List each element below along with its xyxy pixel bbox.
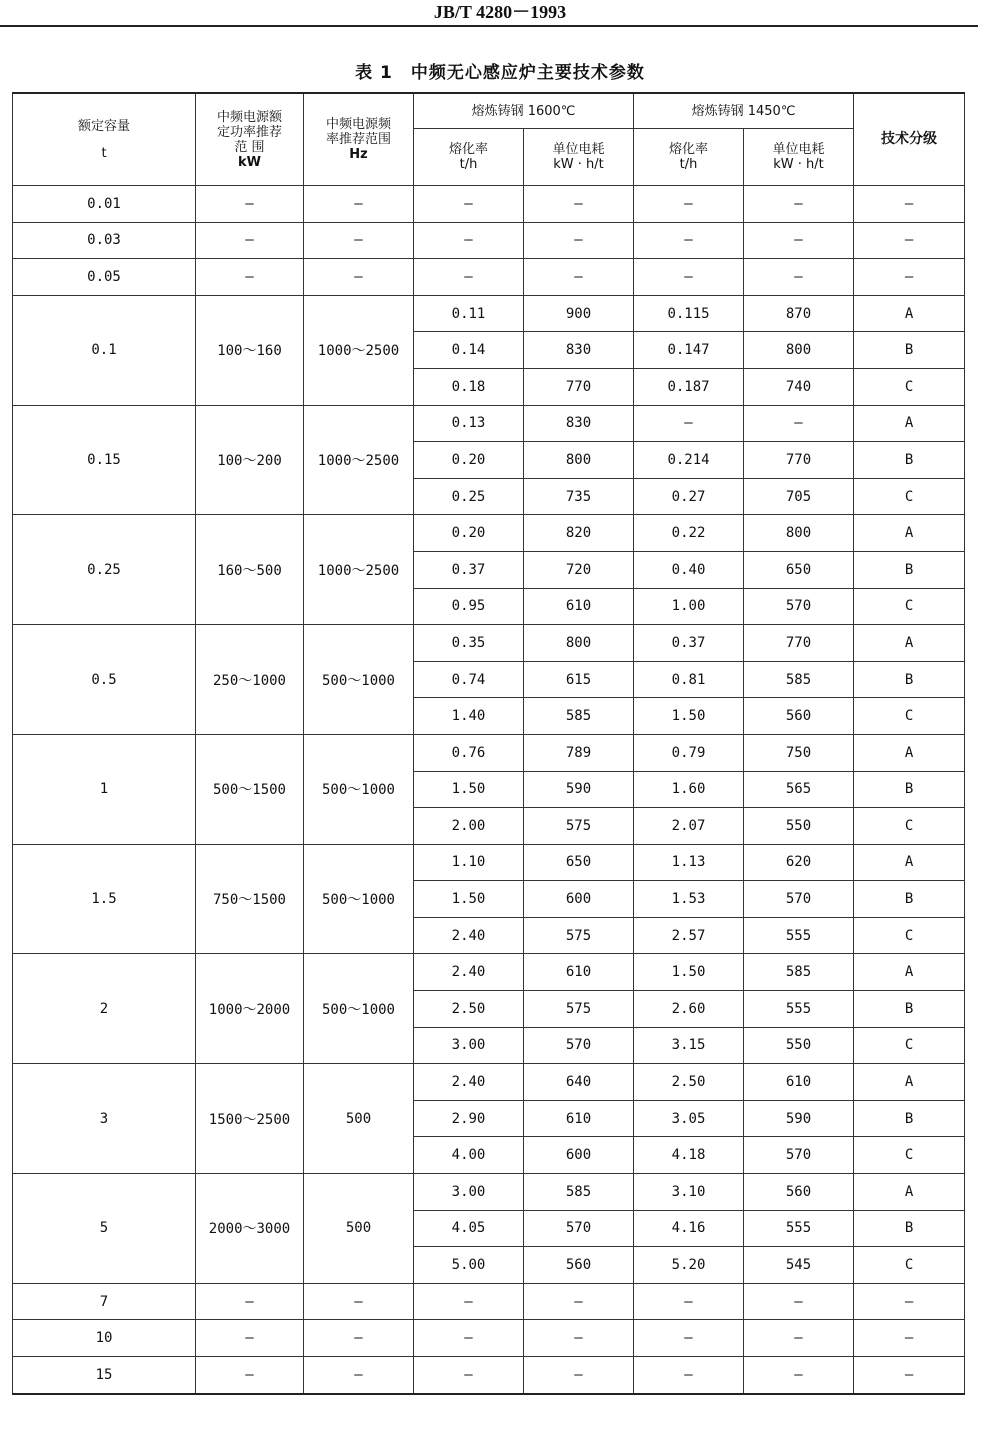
cell-capacity: 5 [13, 1174, 196, 1284]
cell-unit-power-1450: — [744, 259, 854, 296]
cell-melt-rate-1450: 1.00 [634, 588, 744, 625]
cell-unit-power-1450: 770 [744, 625, 854, 662]
cell-unit-power-1600: — [524, 186, 634, 223]
cell-unit-power-1450: 585 [744, 661, 854, 698]
cell-freq: 1000～2500 [304, 515, 414, 625]
cell-melt-rate-1600: 1.50 [414, 881, 524, 918]
cell-melt-rate-1450: 0.79 [634, 734, 744, 771]
cell-grade: A [854, 1064, 965, 1101]
cell-unit-power-1600: — [524, 222, 634, 259]
cell-melt-rate-1600: 0.14 [414, 332, 524, 369]
cell-unit-power-1450: 555 [744, 1210, 854, 1247]
cell-freq: 500～1000 [304, 954, 414, 1064]
cell-unit-power-1600: 560 [524, 1247, 634, 1284]
cell-unit-power-1600: 575 [524, 808, 634, 845]
cell-grade: A [854, 844, 965, 881]
header-grade: 技术分级 [854, 93, 965, 186]
cell-grade: B [854, 771, 965, 808]
cell-grade: C [854, 808, 965, 845]
cell-capacity: 0.1 [13, 295, 196, 405]
cell-melt-rate-1600: 0.18 [414, 368, 524, 405]
cell-melt-rate-1450: 3.15 [634, 1027, 744, 1064]
cell-unit-power-1450: — [744, 1283, 854, 1320]
cell-freq: 500 [304, 1064, 414, 1174]
cell-power: — [196, 222, 304, 259]
cell-grade: C [854, 368, 965, 405]
cell-melt-rate-1600: 0.20 [414, 515, 524, 552]
cell-unit-power-1600: 900 [524, 295, 634, 332]
cell-melt-rate-1450: 5.20 [634, 1247, 744, 1284]
table-row [13, 186, 965, 223]
cell-freq: 1000～2500 [304, 405, 414, 515]
cell-capacity: 0.03 [13, 222, 196, 259]
table-row [13, 1174, 965, 1211]
cell-grade: B [854, 442, 965, 479]
cell-unit-power-1600: — [524, 1283, 634, 1320]
cell-unit-power-1600: 640 [524, 1064, 634, 1101]
cell-unit-power-1600: 610 [524, 588, 634, 625]
cell-power: 1500～2500 [196, 1064, 304, 1174]
table-row [13, 1283, 965, 1320]
cell-capacity: 0.25 [13, 515, 196, 625]
cell-melt-rate-1600: — [414, 186, 524, 223]
cell-unit-power-1450: 870 [744, 295, 854, 332]
cell-melt-rate-1450: 1.53 [634, 881, 744, 918]
cell-unit-power-1450: 750 [744, 734, 854, 771]
cell-melt-rate-1600: 4.00 [414, 1137, 524, 1174]
cell-grade: B [854, 881, 965, 918]
cell-melt-rate-1600: 2.40 [414, 917, 524, 954]
header-group-1600: 熔炼铸钢 1600℃ [414, 93, 634, 129]
cell-unit-power-1600: 650 [524, 844, 634, 881]
cell-unit-power-1600: 570 [524, 1027, 634, 1064]
cell-capacity: 3 [13, 1064, 196, 1174]
cell-unit-power-1450: 555 [744, 917, 854, 954]
cell-melt-rate-1600: 2.40 [414, 954, 524, 991]
cell-grade: A [854, 295, 965, 332]
cell-grade: C [854, 588, 965, 625]
table-row [13, 515, 965, 552]
cell-unit-power-1600: 800 [524, 625, 634, 662]
cell-melt-rate-1600: — [414, 1283, 524, 1320]
cell-unit-power-1450: 570 [744, 588, 854, 625]
cell-melt-rate-1600: 3.00 [414, 1174, 524, 1211]
table-row [13, 295, 965, 332]
cell-unit-power-1600: 575 [524, 917, 634, 954]
cell-melt-rate-1600: 2.50 [414, 991, 524, 1028]
cell-unit-power-1600: 610 [524, 1100, 634, 1137]
cell-melt-rate-1600: 0.95 [414, 588, 524, 625]
cell-melt-rate-1600: 0.20 [414, 442, 524, 479]
cell-unit-power-1600: 770 [524, 368, 634, 405]
cell-melt-rate-1600: 0.76 [414, 734, 524, 771]
header-melt-rate-1600: 熔化率 t/h [414, 129, 524, 186]
cell-melt-rate-1600: 1.10 [414, 844, 524, 881]
cell-unit-power-1450: 550 [744, 1027, 854, 1064]
cell-power: — [196, 186, 304, 223]
cell-grade: — [854, 1283, 965, 1320]
cell-unit-power-1600: — [524, 1357, 634, 1394]
cell-melt-rate-1450: 2.60 [634, 991, 744, 1028]
cell-capacity: 10 [13, 1320, 196, 1357]
cell-grade: A [854, 515, 965, 552]
header-capacity: 额定容量 t [13, 93, 196, 186]
cell-unit-power-1450: 570 [744, 1137, 854, 1174]
cell-unit-power-1600: 720 [524, 551, 634, 588]
cell-melt-rate-1450: 1.50 [634, 698, 744, 735]
cell-unit-power-1450: — [744, 405, 854, 442]
cell-capacity: 0.15 [13, 405, 196, 515]
cell-unit-power-1450: 800 [744, 515, 854, 552]
cell-capacity: 15 [13, 1357, 196, 1394]
cell-grade: B [854, 551, 965, 588]
cell-melt-rate-1450: 0.115 [634, 295, 744, 332]
table-row [13, 259, 965, 296]
cell-melt-rate-1450: 3.10 [634, 1174, 744, 1211]
cell-grade: A [854, 625, 965, 662]
cell-melt-rate-1600: 5.00 [414, 1247, 524, 1284]
standard-number: JB/T 4280－1993 [433, 2, 567, 22]
cell-power: 500～1500 [196, 734, 304, 844]
table-row [13, 1320, 965, 1357]
cell-grade: B [854, 991, 965, 1028]
cell-grade: — [854, 1357, 965, 1394]
cell-melt-rate-1600: 0.35 [414, 625, 524, 662]
cell-unit-power-1600: 800 [524, 442, 634, 479]
cell-melt-rate-1450: — [634, 1283, 744, 1320]
cell-power: 100～200 [196, 405, 304, 515]
cell-unit-power-1450: 620 [744, 844, 854, 881]
cell-unit-power-1450: 560 [744, 1174, 854, 1211]
cell-unit-power-1450: — [744, 186, 854, 223]
cell-freq: 1000～2500 [304, 295, 414, 405]
cell-freq: — [304, 1320, 414, 1357]
cell-unit-power-1600: 830 [524, 332, 634, 369]
cell-melt-rate-1450: 4.16 [634, 1210, 744, 1247]
cell-unit-power-1450: 740 [744, 368, 854, 405]
cell-freq: — [304, 186, 414, 223]
cell-grade: B [854, 332, 965, 369]
cell-power: 2000～3000 [196, 1174, 304, 1284]
cell-melt-rate-1450: 0.214 [634, 442, 744, 479]
cell-capacity: 0.5 [13, 625, 196, 735]
table-row [13, 844, 965, 881]
cell-unit-power-1450: 585 [744, 954, 854, 991]
cell-melt-rate-1450: 1.13 [634, 844, 744, 881]
cell-unit-power-1600: 575 [524, 991, 634, 1028]
cell-melt-rate-1450: — [634, 405, 744, 442]
table-row [13, 734, 965, 771]
cell-melt-rate-1600: 2.40 [414, 1064, 524, 1101]
cell-unit-power-1450: 610 [744, 1064, 854, 1101]
cell-melt-rate-1600: — [414, 1357, 524, 1394]
cell-unit-power-1600: 789 [524, 734, 634, 771]
cell-unit-power-1450: 560 [744, 698, 854, 735]
cell-melt-rate-1600: 0.11 [414, 295, 524, 332]
cell-melt-rate-1450: — [634, 1357, 744, 1394]
cell-power: 750～1500 [196, 844, 304, 954]
cell-unit-power-1600: 820 [524, 515, 634, 552]
cell-melt-rate-1450: 0.22 [634, 515, 744, 552]
cell-power: 250～1000 [196, 625, 304, 735]
cell-unit-power-1600: 590 [524, 771, 634, 808]
cell-unit-power-1600: 830 [524, 405, 634, 442]
cell-grade: A [854, 734, 965, 771]
cell-unit-power-1450: 570 [744, 881, 854, 918]
cell-capacity: 7 [13, 1283, 196, 1320]
cell-freq: — [304, 259, 414, 296]
cell-grade: — [854, 222, 965, 259]
cell-capacity: 2 [13, 954, 196, 1064]
cell-melt-rate-1450: 0.81 [634, 661, 744, 698]
cell-freq: 500～1000 [304, 734, 414, 844]
cell-freq: — [304, 1283, 414, 1320]
cell-melt-rate-1600: 0.25 [414, 478, 524, 515]
cell-melt-rate-1450: 0.27 [634, 478, 744, 515]
header-power: 中频电源额 定功率推荐 范 围 kW [196, 93, 304, 186]
cell-power: 1000～2000 [196, 954, 304, 1064]
cell-melt-rate-1600: 4.05 [414, 1210, 524, 1247]
cell-melt-rate-1450: 0.37 [634, 625, 744, 662]
cell-melt-rate-1600: 0.74 [414, 661, 524, 698]
cell-unit-power-1600: 600 [524, 881, 634, 918]
cell-grade: B [854, 661, 965, 698]
cell-melt-rate-1600: — [414, 259, 524, 296]
cell-melt-rate-1600: 0.13 [414, 405, 524, 442]
cell-power: 160～500 [196, 515, 304, 625]
cell-grade: B [854, 1210, 965, 1247]
table-row [13, 1357, 965, 1394]
cell-grade: A [854, 1174, 965, 1211]
cell-melt-rate-1450: 1.60 [634, 771, 744, 808]
cell-grade: A [854, 954, 965, 991]
cell-melt-rate-1450: — [634, 186, 744, 223]
cell-unit-power-1450: 705 [744, 478, 854, 515]
table-caption [0, 58, 1000, 83]
cell-melt-rate-1600: 3.00 [414, 1027, 524, 1064]
cell-grade: — [854, 1320, 965, 1357]
cell-power: 100～160 [196, 295, 304, 405]
cell-freq: 500～1000 [304, 844, 414, 954]
header-group-1450: 熔炼铸钢 1450℃ [634, 93, 854, 129]
table-title: 中频无心感应炉主要技术参数 [410, 63, 645, 83]
cell-unit-power-1450: 565 [744, 771, 854, 808]
cell-melt-rate-1600: 1.50 [414, 771, 524, 808]
cell-unit-power-1450: 590 [744, 1100, 854, 1137]
table-row [13, 954, 965, 991]
header-unit-power-1450: 单位电耗 kW · h/t [744, 129, 854, 186]
cell-melt-rate-1450: 0.147 [634, 332, 744, 369]
cell-melt-rate-1450: — [634, 222, 744, 259]
cell-unit-power-1600: 570 [524, 1210, 634, 1247]
cell-grade: — [854, 259, 965, 296]
cell-freq: — [304, 1357, 414, 1394]
cell-unit-power-1450: 555 [744, 991, 854, 1028]
cell-unit-power-1450: 550 [744, 808, 854, 845]
cell-unit-power-1600: — [524, 259, 634, 296]
cell-unit-power-1450: — [744, 222, 854, 259]
header-melt-rate-1450: 熔化率 t/h [634, 129, 744, 186]
technical-parameters-table [12, 92, 965, 1395]
cell-unit-power-1600: 735 [524, 478, 634, 515]
table-number: 表 1 [355, 63, 393, 83]
cell-grade: C [854, 1027, 965, 1064]
header-rule [0, 25, 978, 27]
cell-melt-rate-1450: 0.187 [634, 368, 744, 405]
cell-unit-power-1450: 770 [744, 442, 854, 479]
cell-unit-power-1600: 585 [524, 698, 634, 735]
cell-melt-rate-1600: — [414, 1320, 524, 1357]
cell-unit-power-1600: 610 [524, 954, 634, 991]
table-row [13, 1064, 965, 1101]
cell-melt-rate-1450: 2.50 [634, 1064, 744, 1101]
table-row [13, 625, 965, 662]
cell-unit-power-1600: 585 [524, 1174, 634, 1211]
cell-grade: — [854, 186, 965, 223]
cell-melt-rate-1450: 1.50 [634, 954, 744, 991]
cell-unit-power-1450: — [744, 1320, 854, 1357]
cell-grade: C [854, 478, 965, 515]
cell-unit-power-1600: 615 [524, 661, 634, 698]
table-row [13, 405, 965, 442]
cell-grade: C [854, 698, 965, 735]
cell-freq: 500～1000 [304, 625, 414, 735]
cell-unit-power-1450: 545 [744, 1247, 854, 1284]
cell-freq: 500 [304, 1174, 414, 1284]
table-row [13, 222, 965, 259]
cell-power: — [196, 259, 304, 296]
cell-unit-power-1450: 650 [744, 551, 854, 588]
cell-unit-power-1450: — [744, 1357, 854, 1394]
cell-melt-rate-1600: — [414, 222, 524, 259]
cell-grade: A [854, 405, 965, 442]
cell-melt-rate-1450: 0.40 [634, 551, 744, 588]
cell-melt-rate-1450: — [634, 259, 744, 296]
cell-power: — [196, 1283, 304, 1320]
cell-melt-rate-1450: 4.18 [634, 1137, 744, 1174]
cell-grade: C [854, 1247, 965, 1284]
cell-grade: C [854, 1137, 965, 1174]
cell-melt-rate-1600: 0.37 [414, 551, 524, 588]
cell-melt-rate-1450: 3.05 [634, 1100, 744, 1137]
cell-unit-power-1600: 600 [524, 1137, 634, 1174]
cell-unit-power-1450: 800 [744, 332, 854, 369]
cell-grade: C [854, 917, 965, 954]
cell-power: — [196, 1320, 304, 1357]
cell-grade: B [854, 1100, 965, 1137]
cell-capacity: 1 [13, 734, 196, 844]
cell-capacity: 0.01 [13, 186, 196, 223]
cell-melt-rate-1600: 2.90 [414, 1100, 524, 1137]
cell-unit-power-1600: — [524, 1320, 634, 1357]
cell-capacity: 0.05 [13, 259, 196, 296]
header-unit-power-1600: 单位电耗 kW · h/t [524, 129, 634, 186]
header-frequency: 中频电源频 率推荐范围 Hz [304, 93, 414, 186]
cell-melt-rate-1450: 2.07 [634, 808, 744, 845]
cell-melt-rate-1600: 1.40 [414, 698, 524, 735]
cell-melt-rate-1600: 2.00 [414, 808, 524, 845]
cell-melt-rate-1450: — [634, 1320, 744, 1357]
cell-melt-rate-1450: 2.57 [634, 917, 744, 954]
cell-capacity: 1.5 [13, 844, 196, 954]
cell-power: — [196, 1357, 304, 1394]
cell-freq: — [304, 222, 414, 259]
